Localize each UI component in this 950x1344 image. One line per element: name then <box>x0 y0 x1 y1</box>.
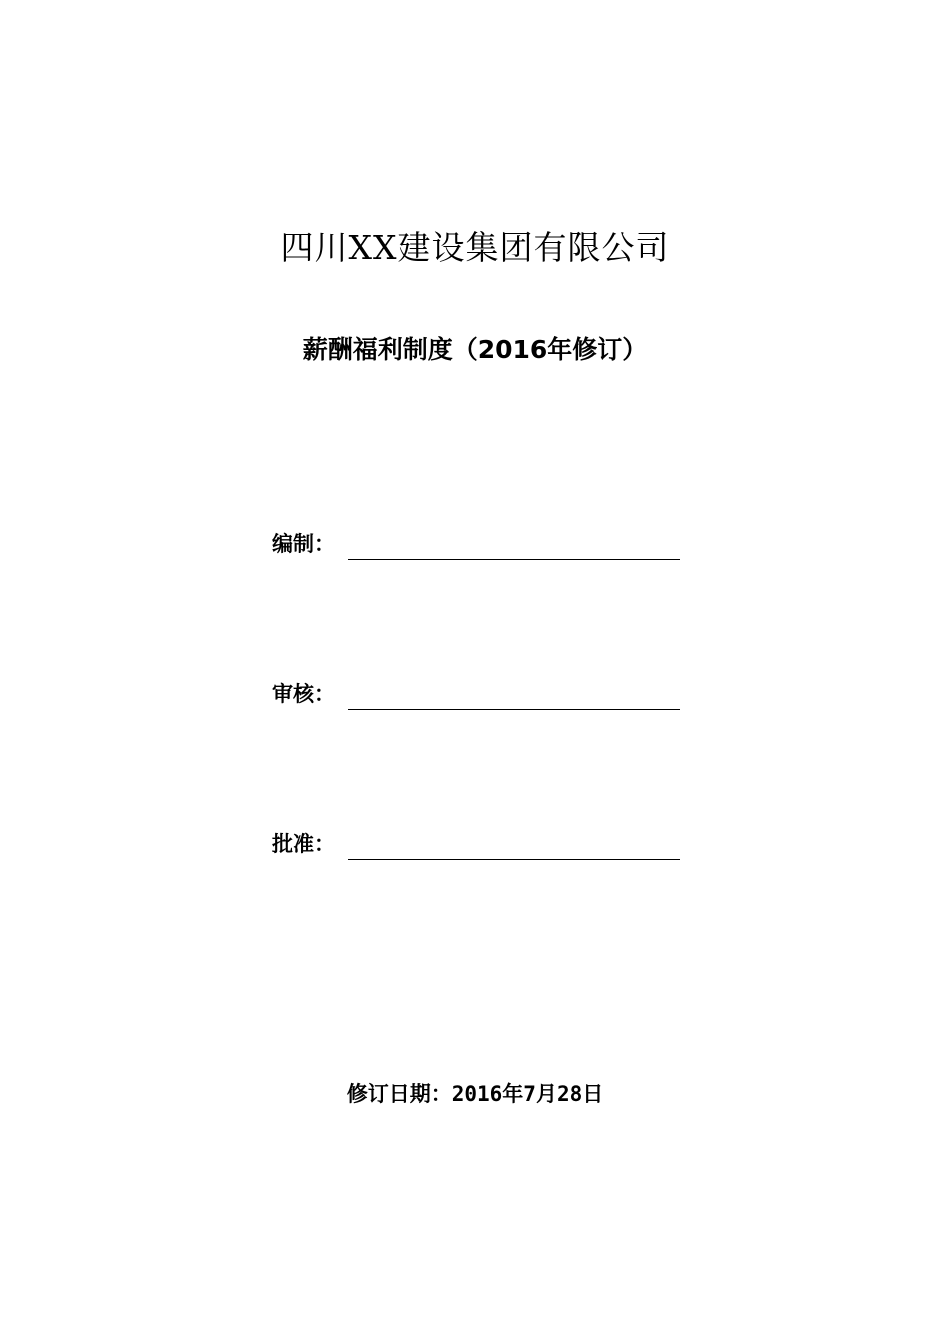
approve-signature-line <box>348 859 680 860</box>
compile-signature-row <box>272 528 682 560</box>
review-label: 审核： <box>272 682 335 706</box>
compile-label: 编制： <box>272 532 335 556</box>
revision-date: 修订日期：2016年7月28日 <box>346 1082 604 1106</box>
compile-signature-line <box>348 559 680 560</box>
approve-label: 批准： <box>272 832 335 856</box>
approve-signature-row <box>272 828 682 860</box>
review-signature-line <box>348 709 680 710</box>
company-name: 四川XX建设集团有限公司 <box>280 228 670 267</box>
document-title: 薪酬福利制度（2016年修订） <box>302 335 648 364</box>
review-signature-row <box>272 678 682 710</box>
